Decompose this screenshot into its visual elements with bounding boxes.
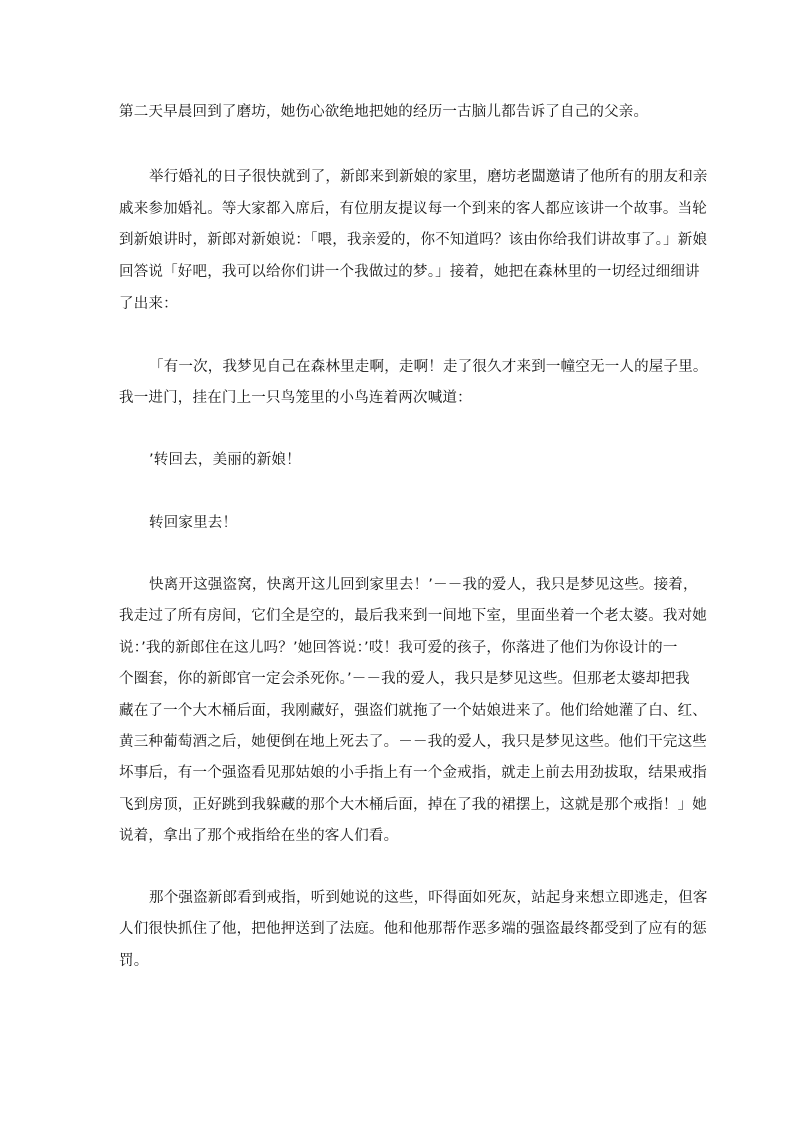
- text-line: 了出来：: [119, 296, 178, 312]
- text-line: 转回家里去！: [149, 515, 238, 531]
- text-line: 说：’我的新郎住在这儿吗？’她回答说：’哎！我可爱的孩子，你落进了他们为你设计的一: [119, 640, 678, 656]
- text-line: 那个强盗新郎看到戒指，听到她说的这些，吓得面如死灰，站起身来想立即逃走，但客: [149, 890, 708, 906]
- text-line: 说着，拿出了那个戒指给在坐的客人们看。: [119, 828, 399, 844]
- text-line: 我一进门，挂在门上一只鸟笼里的小鸟连着两次喊道：: [119, 390, 472, 406]
- text-line: 罚。: [119, 953, 149, 969]
- text-line: 回答说「好吧，我可以给你们讲一个我做过的梦。」接着，她把在森林里的一切经过细细讲: [119, 264, 700, 280]
- text-line: 黄三种葡萄酒之后，她便倒在地上死去了。－－我的爱人，我只是梦见这些。他们干完这些: [119, 734, 707, 750]
- text-line: 坏事后，有一个强盗看见那姑娘的小手指上有一个金戒指，就走上前去用劲拔取，结果戒指: [119, 765, 707, 781]
- text-line: 「有一次，我梦见自己在森林里走啊，走啊！走了很久才来到一幢空无一人的屋子里。: [149, 359, 708, 375]
- text-line: 到新娘讲时，新郎对新娘说：「喂，我亲爱的，你不知道吗？该由你给我们讲故事了。」新娘: [119, 232, 708, 248]
- text-line: 藏在了一个大木桶后面，我刚藏好，强盗们就拖了一个姑娘进来了。他们给她灌了白、红、: [119, 703, 707, 719]
- text-line: ’转回去，美丽的新娘！: [149, 452, 301, 468]
- text-line: 我走过了所有房间，它们全是空的，最后我来到一间地下室，里面坐着一个老太婆。我对她: [119, 608, 707, 624]
- text-line: 个圈套，你的新郎官一定会杀死你。’－－我的爱人，我只是梦见这些。但那老太婆却把我: [119, 671, 690, 687]
- text-line: 戚来参加婚礼。等大家都入席后，有位朋友提议每一个到来的客人都应该讲一个故事。当轮: [119, 201, 707, 217]
- text-line: 飞到房顶，正好跳到我躲藏的那个大木桶后面，掉在了我的裙摆上，这就是那个戒指！」她: [119, 797, 707, 813]
- text-line: 第二天早晨回到了磨坊，她伤心欲绝地把她的经历一古脑儿都告诉了自己的父亲。: [119, 104, 649, 120]
- text-line: 快离开这强盗窝，快离开这儿回到家里去！’－－我的爱人，我只是梦见这些。接着，: [149, 577, 698, 593]
- text-line: 举行婚礼的日子很快就到了，新郎来到新娘的家里，磨坊老闆邀请了他所有的朋友和亲: [149, 169, 708, 185]
- text-line: 人们很快抓住了他，把他押送到了法庭。他和他那帮作恶多端的强盗最终都受到了应有的惩: [119, 921, 707, 937]
